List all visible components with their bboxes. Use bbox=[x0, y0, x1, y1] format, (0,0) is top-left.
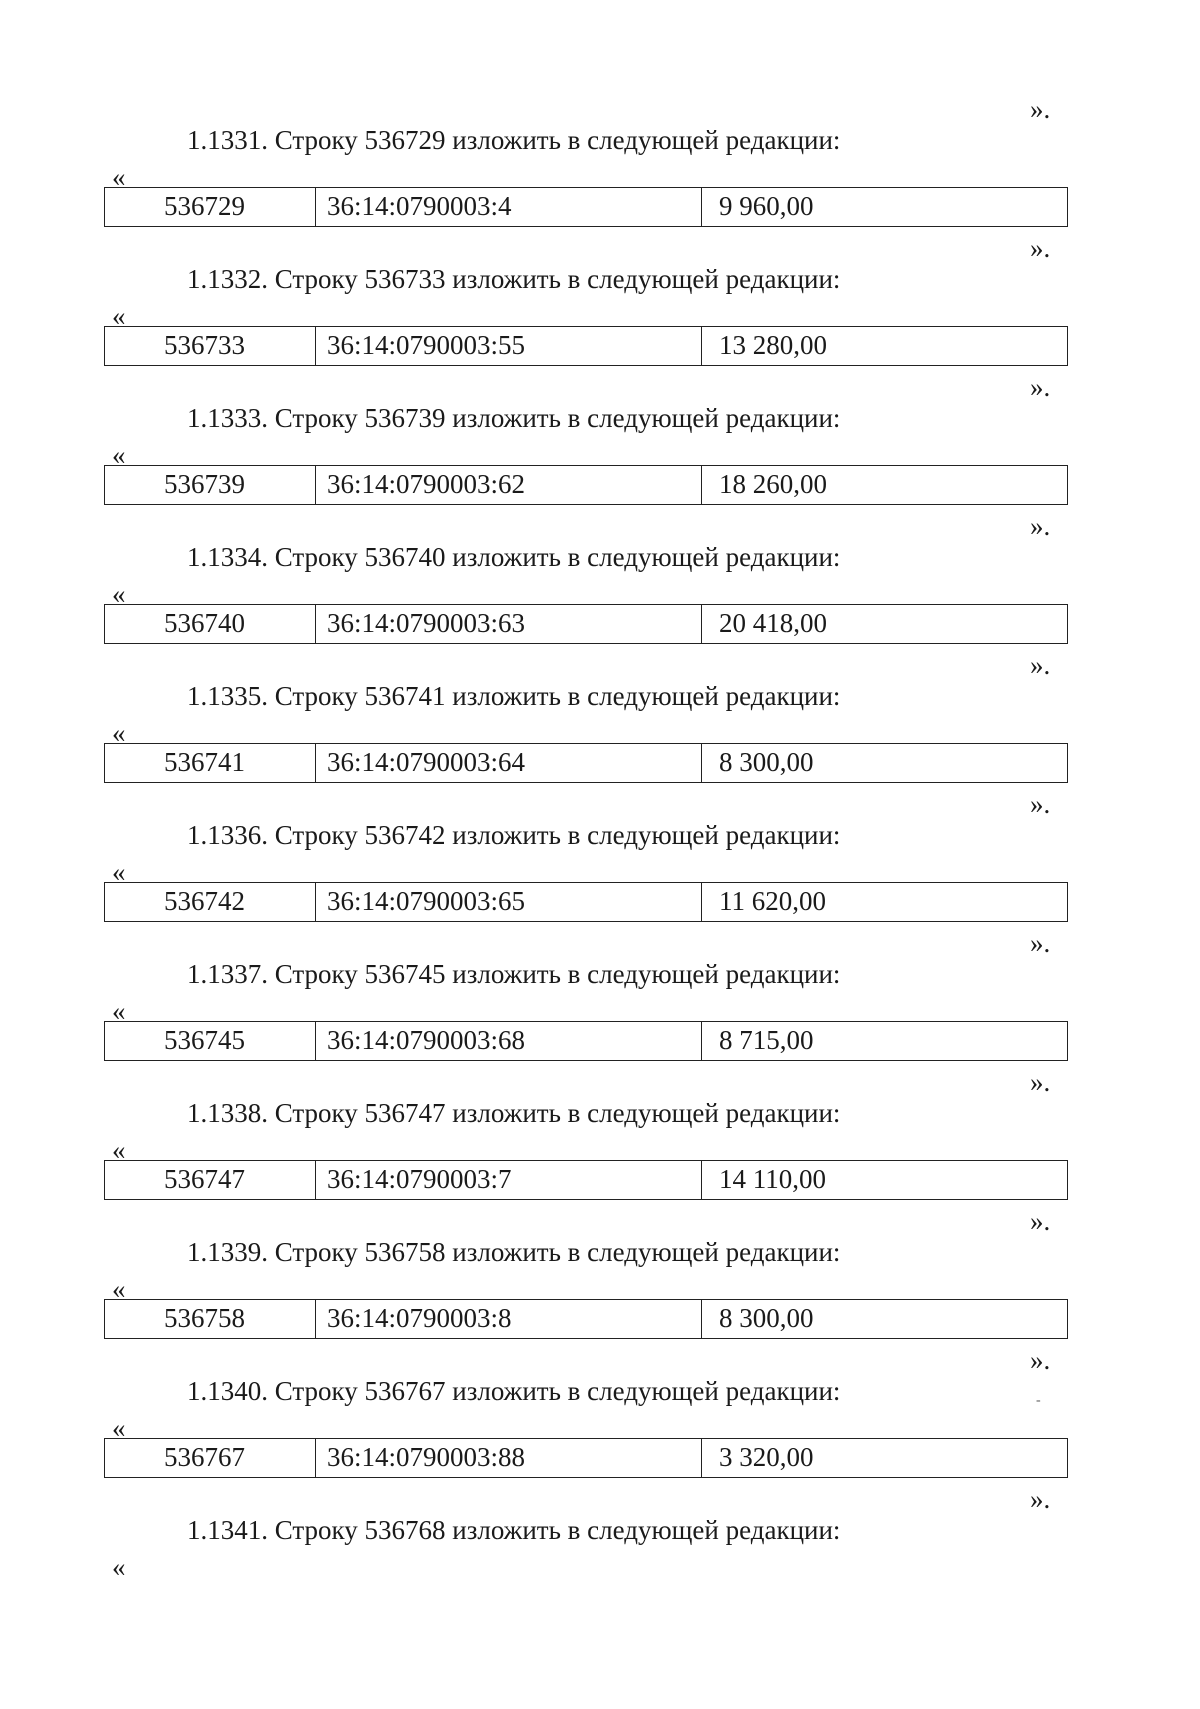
cadastral-number-cell: 36:14:0790003:65 bbox=[316, 883, 702, 921]
item-heading: 1.1337. Строку 536745 изложить в следующей редакции: bbox=[187, 959, 841, 989]
closing-quote: ». bbox=[1030, 789, 1051, 819]
value-cell: 8 715,00 bbox=[719, 1025, 814, 1055]
item-heading: 1.1332. Строку 536733 изложить в следующей редакции: bbox=[187, 264, 841, 294]
item-heading: 1.1334. Строку 536740 изложить в следующей редакции: bbox=[187, 542, 841, 572]
closing-quote: ». bbox=[1030, 233, 1051, 263]
cadastral-number-cell: 36:14:0790003:88 bbox=[316, 1439, 702, 1477]
item-heading: 1.1341. Строку 536768 изложить в следующей редакции: bbox=[187, 1515, 841, 1545]
cadastral-number-cell: 36:14:0790003:8 bbox=[316, 1300, 702, 1338]
item-heading: 1.1333. Строку 536739 изложить в следующей редакции: bbox=[187, 403, 841, 433]
value-cell: 13 280,00 bbox=[719, 330, 827, 360]
opening-quote: « bbox=[112, 1135, 126, 1165]
item-heading: 1.1336. Строку 536742 изложить в следующей редакции: bbox=[187, 820, 841, 850]
opening-quote: « bbox=[112, 162, 126, 192]
closing-quote: ». bbox=[1030, 1345, 1051, 1375]
row-number-cell: 536742 bbox=[105, 883, 316, 921]
table-row bbox=[104, 1021, 1068, 1061]
row-number-cell: 536741 bbox=[105, 744, 316, 782]
row-number-cell: 536745 bbox=[105, 1022, 316, 1060]
cadastral-number-cell: 36:14:0790003:64 bbox=[316, 744, 702, 782]
top-closing-quote: ». bbox=[1030, 94, 1051, 124]
value-cell: 18 260,00 bbox=[719, 469, 827, 499]
opening-quote: « bbox=[112, 1552, 126, 1582]
cadastral-number-cell: 36:14:0790003:4 bbox=[316, 188, 702, 226]
table-row bbox=[104, 326, 1068, 366]
row-number-cell: 536767 bbox=[105, 1439, 316, 1477]
row-number-cell: 536733 bbox=[105, 327, 316, 365]
table-row bbox=[104, 743, 1068, 783]
row-number-cell: 536729 bbox=[105, 188, 316, 226]
item-heading: 1.1331. Строку 536729 изложить в следующей редакции: bbox=[187, 125, 841, 155]
closing-quote: ». bbox=[1030, 1067, 1051, 1097]
row-number-cell: 536739 bbox=[105, 466, 316, 504]
closing-quote: ». bbox=[1030, 650, 1051, 680]
table-row bbox=[104, 1299, 1068, 1339]
item-heading: 1.1339. Строку 536758 изложить в следующей редакции: bbox=[187, 1237, 841, 1267]
row-number-cell: 536747 bbox=[105, 1161, 316, 1199]
value-cell: 20 418,00 bbox=[719, 608, 827, 638]
closing-quote: ». bbox=[1030, 1484, 1051, 1514]
opening-quote: « bbox=[112, 996, 126, 1026]
table-row bbox=[104, 1160, 1068, 1200]
cadastral-number-cell: 36:14:0790003:68 bbox=[316, 1022, 702, 1060]
opening-quote: « bbox=[112, 1413, 126, 1443]
stray-mark: - bbox=[1036, 1393, 1041, 1408]
value-cell: 8 300,00 bbox=[719, 747, 814, 777]
cadastral-number-cell: 36:14:0790003:63 bbox=[316, 605, 702, 643]
opening-quote: « bbox=[112, 579, 126, 609]
value-cell: 3 320,00 bbox=[719, 1442, 814, 1472]
table-row bbox=[104, 465, 1068, 505]
table-row bbox=[104, 604, 1068, 644]
item-heading: 1.1335. Строку 536741 изложить в следующей редакции: bbox=[187, 681, 841, 711]
cadastral-number-cell: 36:14:0790003:55 bbox=[316, 327, 702, 365]
item-heading: 1.1338. Строку 536747 изложить в следующей редакции: bbox=[187, 1098, 841, 1128]
opening-quote: « bbox=[112, 718, 126, 748]
value-cell: 14 110,00 bbox=[719, 1164, 826, 1194]
row-number-cell: 536758 bbox=[105, 1300, 316, 1338]
table-row bbox=[104, 187, 1068, 227]
opening-quote: « bbox=[112, 857, 126, 887]
opening-quote: « bbox=[112, 440, 126, 470]
opening-quote: « bbox=[112, 1274, 126, 1304]
closing-quote: ». bbox=[1030, 1206, 1051, 1236]
closing-quote: ». bbox=[1030, 511, 1051, 541]
table-row bbox=[104, 882, 1068, 922]
cadastral-number-cell: 36:14:0790003:62 bbox=[316, 466, 702, 504]
closing-quote: ». bbox=[1030, 928, 1051, 958]
value-cell: 11 620,00 bbox=[719, 886, 826, 916]
row-number-cell: 536740 bbox=[105, 605, 316, 643]
value-cell: 9 960,00 bbox=[719, 191, 814, 221]
opening-quote: « bbox=[112, 301, 126, 331]
item-heading: 1.1340. Строку 536767 изложить в следующей редакции: bbox=[187, 1376, 841, 1406]
table-row bbox=[104, 1438, 1068, 1478]
cadastral-number-cell: 36:14:0790003:7 bbox=[316, 1161, 702, 1199]
closing-quote: ». bbox=[1030, 372, 1051, 402]
value-cell: 8 300,00 bbox=[719, 1303, 814, 1333]
